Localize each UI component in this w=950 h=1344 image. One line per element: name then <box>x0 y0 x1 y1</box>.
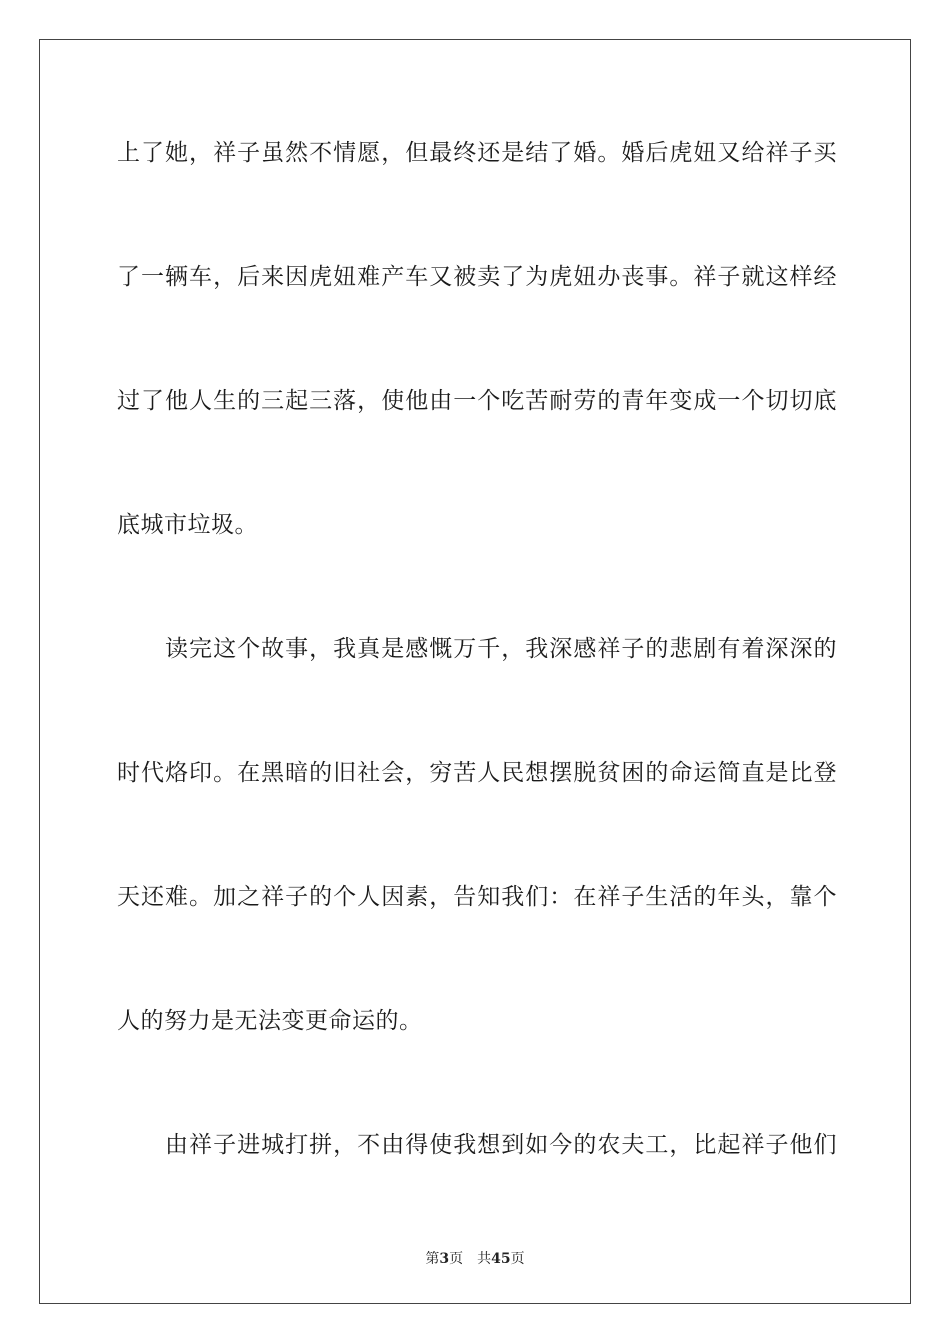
total-pages: 45 <box>491 1251 511 1267</box>
page-footer <box>0 1248 950 1268</box>
paragraph-line: 过了他人生的三起三落，使他由一个吃苦耐劳的青年变成一个切切底 <box>117 388 837 414</box>
page-suffix: 页 <box>449 1251 464 1267</box>
total-prefix: 共 <box>477 1251 492 1267</box>
paragraph-line: 人的努力是无法变更命运的。 <box>117 1008 423 1034</box>
paragraph-line: 了一辆车，后来因虎妞难产车又被卖了为虎妞办丧事。祥子就这样经 <box>117 264 837 290</box>
page-border <box>39 39 911 1304</box>
paragraph-line: 读完这个故事，我真是感慨万千，我深感祥子的悲剧有着深深的 <box>117 636 837 662</box>
page-prefix: 第 <box>425 1251 440 1267</box>
paragraph-line: 上了她，祥子虽然不情愿，但最终还是结了婚。婚后虎妞又给祥子买 <box>117 140 837 166</box>
paragraph-line: 天还难。加之祥子的个人因素，告知我们：在祥子生活的年头，靠个 <box>117 884 837 910</box>
page-number: 3 <box>439 1251 450 1267</box>
paragraph-line: 由祥子进城打拼，不由得使我想到如今的农夫工，比起祥子他们 <box>117 1132 837 1158</box>
paragraph-line: 时代烙印。在黑暗的旧社会，穷苦人民想摆脱贫困的命运简直是比登 <box>117 760 837 786</box>
total-suffix: 页 <box>510 1251 525 1267</box>
paragraph-line: 底城市垃圾。 <box>117 512 258 538</box>
